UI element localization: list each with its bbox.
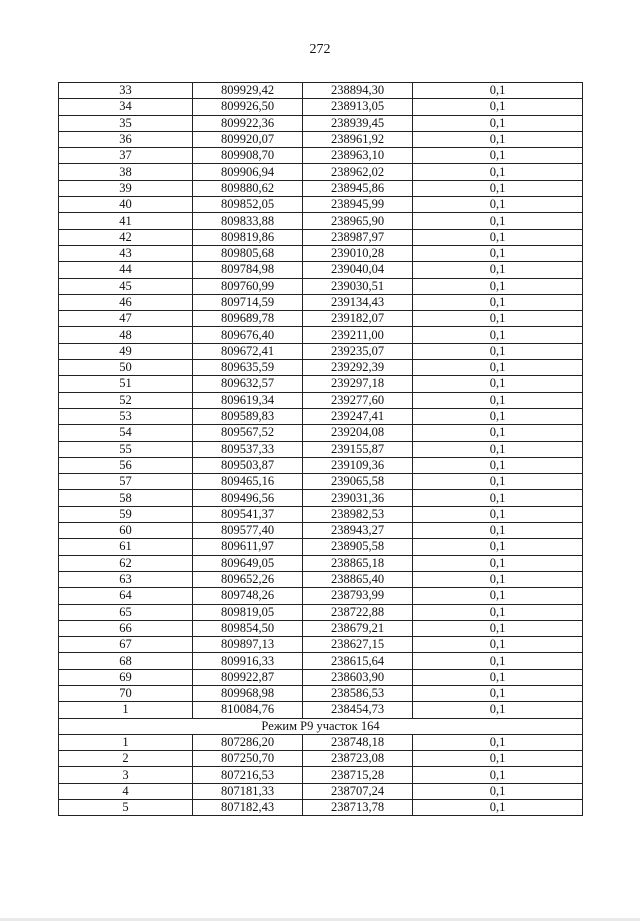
point-number-cell: 70 xyxy=(59,685,193,701)
x-coordinate-cell: 809880,62 xyxy=(193,180,303,196)
y-coordinate-cell: 238945,86 xyxy=(303,180,413,196)
point-number-cell: 67 xyxy=(59,637,193,653)
value-cell: 0,1 xyxy=(413,685,583,701)
y-coordinate-cell: 238748,18 xyxy=(303,734,413,750)
point-number-cell: 40 xyxy=(59,197,193,213)
table-row xyxy=(59,115,583,131)
x-coordinate-cell: 809577,40 xyxy=(193,523,303,539)
table-row xyxy=(59,83,583,99)
table-body-part2 xyxy=(59,734,583,815)
x-coordinate-cell: 809968,98 xyxy=(193,685,303,701)
x-coordinate-cell: 809854,50 xyxy=(193,620,303,636)
x-coordinate-cell: 809503,87 xyxy=(193,457,303,473)
y-coordinate-cell: 239292,39 xyxy=(303,360,413,376)
y-coordinate-cell: 238987,97 xyxy=(303,229,413,245)
x-coordinate-cell: 809652,26 xyxy=(193,571,303,587)
table-row xyxy=(59,669,583,685)
table-row xyxy=(59,311,583,327)
table-row xyxy=(59,408,583,424)
value-cell: 0,1 xyxy=(413,669,583,685)
table-row xyxy=(59,425,583,441)
point-number-cell: 53 xyxy=(59,408,193,424)
point-number-cell: 66 xyxy=(59,620,193,636)
table-row xyxy=(59,620,583,636)
x-coordinate-cell: 809465,16 xyxy=(193,474,303,490)
value-cell: 0,1 xyxy=(413,767,583,783)
y-coordinate-cell: 239031,36 xyxy=(303,490,413,506)
point-number-cell: 42 xyxy=(59,229,193,245)
point-number-cell: 56 xyxy=(59,457,193,473)
y-coordinate-cell: 238586,53 xyxy=(303,685,413,701)
value-cell: 0,1 xyxy=(413,392,583,408)
point-number-cell: 60 xyxy=(59,523,193,539)
table-row xyxy=(59,588,583,604)
point-number-cell: 38 xyxy=(59,164,193,180)
table-row xyxy=(59,539,583,555)
value-cell: 0,1 xyxy=(413,588,583,604)
y-coordinate-cell: 238713,78 xyxy=(303,800,413,816)
y-coordinate-cell: 239010,28 xyxy=(303,245,413,261)
y-coordinate-cell: 238943,27 xyxy=(303,523,413,539)
x-coordinate-cell: 809635,59 xyxy=(193,360,303,376)
coordinates-table xyxy=(58,82,583,816)
table-row xyxy=(59,343,583,359)
point-number-cell: 49 xyxy=(59,343,193,359)
table-row xyxy=(59,604,583,620)
table-row xyxy=(59,637,583,653)
y-coordinate-cell: 238939,45 xyxy=(303,115,413,131)
table-row xyxy=(59,262,583,278)
y-coordinate-cell: 238982,53 xyxy=(303,506,413,522)
y-coordinate-cell: 238454,73 xyxy=(303,702,413,718)
y-coordinate-cell: 238715,28 xyxy=(303,767,413,783)
y-coordinate-cell: 239247,41 xyxy=(303,408,413,424)
table-row xyxy=(59,392,583,408)
value-cell: 0,1 xyxy=(413,702,583,718)
x-coordinate-cell: 809567,52 xyxy=(193,425,303,441)
x-coordinate-cell: 807181,33 xyxy=(193,783,303,799)
y-coordinate-cell: 238707,24 xyxy=(303,783,413,799)
point-number-cell: 43 xyxy=(59,245,193,261)
value-cell: 0,1 xyxy=(413,327,583,343)
value-cell: 0,1 xyxy=(413,783,583,799)
table-row xyxy=(59,180,583,196)
table-row xyxy=(59,441,583,457)
y-coordinate-cell: 238723,08 xyxy=(303,751,413,767)
value-cell: 0,1 xyxy=(413,229,583,245)
x-coordinate-cell: 809748,26 xyxy=(193,588,303,604)
x-coordinate-cell: 809672,41 xyxy=(193,343,303,359)
x-coordinate-cell: 809819,05 xyxy=(193,604,303,620)
table-row xyxy=(59,148,583,164)
x-coordinate-cell: 810084,76 xyxy=(193,702,303,718)
point-number-cell: 35 xyxy=(59,115,193,131)
value-cell: 0,1 xyxy=(413,653,583,669)
table-section-header xyxy=(59,718,583,734)
x-coordinate-cell: 809819,86 xyxy=(193,229,303,245)
table-row xyxy=(59,197,583,213)
x-coordinate-cell: 809906,94 xyxy=(193,164,303,180)
value-cell: 0,1 xyxy=(413,343,583,359)
table-row xyxy=(59,376,583,392)
value-cell: 0,1 xyxy=(413,425,583,441)
table-row xyxy=(59,294,583,310)
x-coordinate-cell: 807216,53 xyxy=(193,767,303,783)
point-number-cell: 34 xyxy=(59,99,193,115)
value-cell: 0,1 xyxy=(413,131,583,147)
x-coordinate-cell: 809805,68 xyxy=(193,245,303,261)
point-number-cell: 58 xyxy=(59,490,193,506)
table-row xyxy=(59,523,583,539)
table-row xyxy=(59,131,583,147)
point-number-cell: 2 xyxy=(59,751,193,767)
point-number-cell: 3 xyxy=(59,767,193,783)
value-cell: 0,1 xyxy=(413,245,583,261)
x-coordinate-cell: 809541,37 xyxy=(193,506,303,522)
value-cell: 0,1 xyxy=(413,539,583,555)
point-number-cell: 45 xyxy=(59,278,193,294)
value-cell: 0,1 xyxy=(413,360,583,376)
point-number-cell: 33 xyxy=(59,83,193,99)
value-cell: 0,1 xyxy=(413,115,583,131)
table-row xyxy=(59,213,583,229)
value-cell: 0,1 xyxy=(413,506,583,522)
y-coordinate-cell: 239204,08 xyxy=(303,425,413,441)
y-coordinate-cell: 238679,21 xyxy=(303,620,413,636)
x-coordinate-cell: 809922,87 xyxy=(193,669,303,685)
table-row xyxy=(59,278,583,294)
y-coordinate-cell: 238722,88 xyxy=(303,604,413,620)
y-coordinate-cell: 239277,60 xyxy=(303,392,413,408)
y-coordinate-cell: 238865,18 xyxy=(303,555,413,571)
value-cell: 0,1 xyxy=(413,376,583,392)
x-coordinate-cell: 809632,57 xyxy=(193,376,303,392)
point-number-cell: 1 xyxy=(59,702,193,718)
x-coordinate-cell: 809676,40 xyxy=(193,327,303,343)
value-cell: 0,1 xyxy=(413,294,583,310)
point-number-cell: 51 xyxy=(59,376,193,392)
y-coordinate-cell: 238961,92 xyxy=(303,131,413,147)
y-coordinate-cell: 239297,18 xyxy=(303,376,413,392)
table-row xyxy=(59,767,583,783)
value-cell: 0,1 xyxy=(413,571,583,587)
x-coordinate-cell: 809916,33 xyxy=(193,653,303,669)
table-row xyxy=(59,327,583,343)
value-cell: 0,1 xyxy=(413,213,583,229)
value-cell: 0,1 xyxy=(413,278,583,294)
y-coordinate-cell: 238865,40 xyxy=(303,571,413,587)
y-coordinate-cell: 238627,15 xyxy=(303,637,413,653)
x-coordinate-cell: 809611,97 xyxy=(193,539,303,555)
y-coordinate-cell: 239040,04 xyxy=(303,262,413,278)
x-coordinate-cell: 809649,05 xyxy=(193,555,303,571)
table-body-part1 xyxy=(59,83,583,719)
value-cell: 0,1 xyxy=(413,490,583,506)
point-number-cell: 68 xyxy=(59,653,193,669)
point-number-cell: 47 xyxy=(59,311,193,327)
table-row xyxy=(59,164,583,180)
point-number-cell: 39 xyxy=(59,180,193,196)
x-coordinate-cell: 809926,50 xyxy=(193,99,303,115)
x-coordinate-cell: 809496,56 xyxy=(193,490,303,506)
point-number-cell: 59 xyxy=(59,506,193,522)
x-coordinate-cell: 809619,34 xyxy=(193,392,303,408)
value-cell: 0,1 xyxy=(413,620,583,636)
x-coordinate-cell: 809689,78 xyxy=(193,311,303,327)
point-number-cell: 4 xyxy=(59,783,193,799)
table-row xyxy=(59,702,583,718)
table-row xyxy=(59,751,583,767)
x-coordinate-cell: 809897,13 xyxy=(193,637,303,653)
value-cell: 0,1 xyxy=(413,99,583,115)
y-coordinate-cell: 238615,64 xyxy=(303,653,413,669)
table-row xyxy=(59,245,583,261)
value-cell: 0,1 xyxy=(413,734,583,750)
x-coordinate-cell: 809589,83 xyxy=(193,408,303,424)
point-number-cell: 41 xyxy=(59,213,193,229)
section-row xyxy=(59,718,583,734)
table-row xyxy=(59,360,583,376)
point-number-cell: 61 xyxy=(59,539,193,555)
point-number-cell: 37 xyxy=(59,148,193,164)
y-coordinate-cell: 239065,58 xyxy=(303,474,413,490)
table-row xyxy=(59,734,583,750)
y-coordinate-cell: 238894,30 xyxy=(303,83,413,99)
y-coordinate-cell: 238913,05 xyxy=(303,99,413,115)
point-number-cell: 63 xyxy=(59,571,193,587)
section-title: Режим Р9 участок 164 xyxy=(59,718,583,734)
value-cell: 0,1 xyxy=(413,457,583,473)
value-cell: 0,1 xyxy=(413,751,583,767)
y-coordinate-cell: 239134,43 xyxy=(303,294,413,310)
y-coordinate-cell: 238603,90 xyxy=(303,669,413,685)
point-number-cell: 46 xyxy=(59,294,193,310)
value-cell: 0,1 xyxy=(413,637,583,653)
value-cell: 0,1 xyxy=(413,197,583,213)
value-cell: 0,1 xyxy=(413,800,583,816)
x-coordinate-cell: 809922,36 xyxy=(193,115,303,131)
point-number-cell: 50 xyxy=(59,360,193,376)
table-row xyxy=(59,555,583,571)
value-cell: 0,1 xyxy=(413,408,583,424)
table-row xyxy=(59,474,583,490)
y-coordinate-cell: 239109,36 xyxy=(303,457,413,473)
table-row xyxy=(59,457,583,473)
table-row xyxy=(59,783,583,799)
table-row xyxy=(59,506,583,522)
y-coordinate-cell: 238963,10 xyxy=(303,148,413,164)
value-cell: 0,1 xyxy=(413,262,583,278)
table-row xyxy=(59,99,583,115)
point-number-cell: 54 xyxy=(59,425,193,441)
y-coordinate-cell: 239155,87 xyxy=(303,441,413,457)
y-coordinate-cell: 238962,02 xyxy=(303,164,413,180)
point-number-cell: 5 xyxy=(59,800,193,816)
y-coordinate-cell: 238793,99 xyxy=(303,588,413,604)
y-coordinate-cell: 239030,51 xyxy=(303,278,413,294)
table-row xyxy=(59,490,583,506)
value-cell: 0,1 xyxy=(413,474,583,490)
point-number-cell: 57 xyxy=(59,474,193,490)
value-cell: 0,1 xyxy=(413,555,583,571)
y-coordinate-cell: 239235,07 xyxy=(303,343,413,359)
table-row xyxy=(59,685,583,701)
value-cell: 0,1 xyxy=(413,604,583,620)
x-coordinate-cell: 809784,98 xyxy=(193,262,303,278)
value-cell: 0,1 xyxy=(413,523,583,539)
value-cell: 0,1 xyxy=(413,148,583,164)
y-coordinate-cell: 239182,07 xyxy=(303,311,413,327)
point-number-cell: 44 xyxy=(59,262,193,278)
point-number-cell: 48 xyxy=(59,327,193,343)
x-coordinate-cell: 807182,43 xyxy=(193,800,303,816)
y-coordinate-cell: 238905,58 xyxy=(303,539,413,555)
y-coordinate-cell: 239211,00 xyxy=(303,327,413,343)
x-coordinate-cell: 809929,42 xyxy=(193,83,303,99)
x-coordinate-cell: 809760,99 xyxy=(193,278,303,294)
page-number: 272 xyxy=(309,42,331,57)
point-number-cell: 36 xyxy=(59,131,193,147)
point-number-cell: 62 xyxy=(59,555,193,571)
x-coordinate-cell: 809833,88 xyxy=(193,213,303,229)
x-coordinate-cell: 809852,05 xyxy=(193,197,303,213)
table-row xyxy=(59,571,583,587)
x-coordinate-cell: 809714,59 xyxy=(193,294,303,310)
value-cell: 0,1 xyxy=(413,311,583,327)
table-row xyxy=(59,800,583,816)
point-number-cell: 64 xyxy=(59,588,193,604)
x-coordinate-cell: 807250,70 xyxy=(193,751,303,767)
table-row xyxy=(59,229,583,245)
y-coordinate-cell: 238965,90 xyxy=(303,213,413,229)
point-number-cell: 52 xyxy=(59,392,193,408)
value-cell: 0,1 xyxy=(413,164,583,180)
value-cell: 0,1 xyxy=(413,180,583,196)
x-coordinate-cell: 807286,20 xyxy=(193,734,303,750)
y-coordinate-cell: 238945,99 xyxy=(303,197,413,213)
table-row xyxy=(59,653,583,669)
point-number-cell: 69 xyxy=(59,669,193,685)
x-coordinate-cell: 809920,07 xyxy=(193,131,303,147)
value-cell: 0,1 xyxy=(413,441,583,457)
point-number-cell: 65 xyxy=(59,604,193,620)
point-number-cell: 55 xyxy=(59,441,193,457)
x-coordinate-cell: 809908,70 xyxy=(193,148,303,164)
point-number-cell: 1 xyxy=(59,734,193,750)
value-cell: 0,1 xyxy=(413,83,583,99)
x-coordinate-cell: 809537,33 xyxy=(193,441,303,457)
